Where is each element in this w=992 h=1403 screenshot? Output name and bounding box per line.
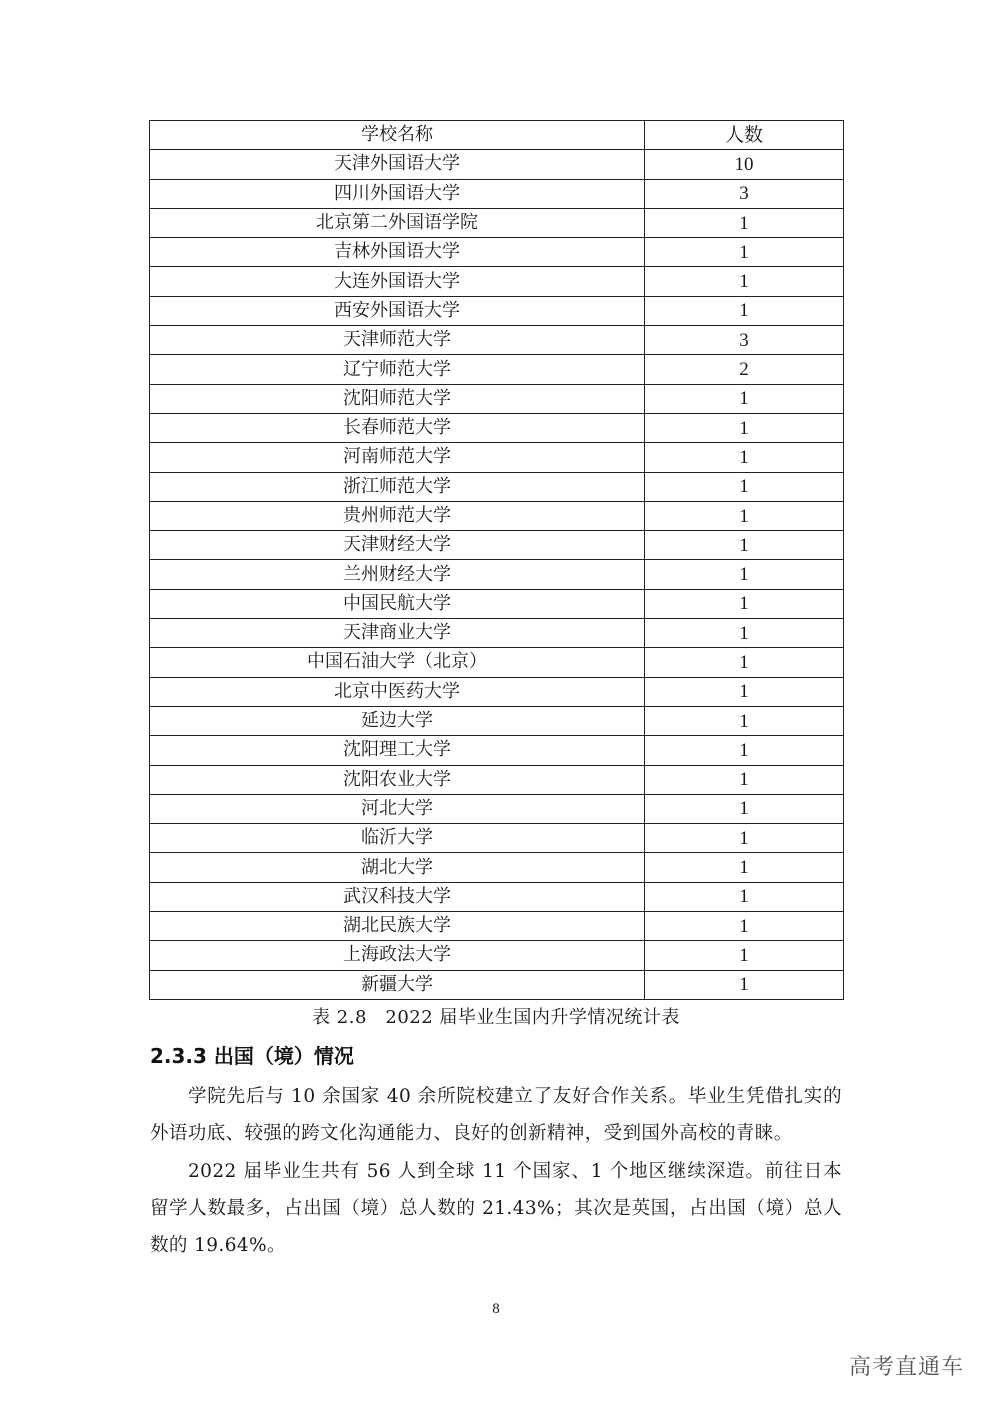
student-count-cell: 1 [645, 443, 844, 472]
student-count-cell: 1 [645, 970, 844, 999]
school-name-cell: 天津商业大学 [150, 619, 645, 648]
table-header-row [150, 121, 844, 150]
header-count: 人数 [645, 121, 844, 150]
table-row [150, 472, 844, 501]
student-count-cell: 1 [645, 736, 844, 765]
school-name-cell: 贵州师范大学 [150, 501, 645, 530]
school-name-cell: 西安外国语大学 [150, 296, 645, 325]
table-row [150, 765, 844, 794]
student-count-cell: 1 [645, 677, 844, 706]
student-count-cell: 2 [645, 355, 844, 384]
school-name-cell: 浙江师范大学 [150, 472, 645, 501]
student-count-cell: 1 [645, 589, 844, 618]
student-count-cell: 1 [645, 238, 844, 267]
table-row [150, 355, 844, 384]
paragraph-overseas-stats: 2022 届毕业生共有 56 人到全球 11 个国家、1 个地区继续深造。前往日本留学人数最多，占出国（境）总人数的 21.43%；其次是英国，占出国（境）总人数的 19.64%。 [150, 1161, 842, 1256]
table-row [150, 267, 844, 296]
school-name-cell: 大连外国语大学 [150, 267, 645, 296]
section-heading: 2.3.3 出国（境）情况 [150, 1044, 354, 1068]
school-name-cell: 湖北民族大学 [150, 912, 645, 941]
student-count-cell: 3 [645, 326, 844, 355]
school-name-cell: 武汉科技大学 [150, 882, 645, 911]
table-row [150, 208, 844, 237]
school-name-cell: 兰州财经大学 [150, 560, 645, 589]
table-row [150, 941, 844, 970]
student-count-cell: 1 [645, 472, 844, 501]
school-name-cell: 辽宁师范大学 [150, 355, 645, 384]
domestic-further-study-table [149, 120, 844, 1000]
student-count-cell: 1 [645, 296, 844, 325]
table-row [150, 179, 844, 208]
student-count-cell: 1 [645, 941, 844, 970]
table-row [150, 648, 844, 677]
student-count-cell: 1 [645, 882, 844, 911]
school-name-cell: 沈阳师范大学 [150, 384, 645, 413]
school-name-cell: 新疆大学 [150, 970, 645, 999]
table-row [150, 384, 844, 413]
student-count-cell: 1 [645, 765, 844, 794]
school-name-cell: 延边大学 [150, 706, 645, 735]
table-row [150, 501, 844, 530]
table-row [150, 677, 844, 706]
table-row [150, 912, 844, 941]
student-count-cell: 1 [645, 384, 844, 413]
paragraph-partnerships: 学院先后与 10 余国家 40 余所院校建立了友好合作关系。毕业生凭借扎实的外语功底、较强的跨文化沟通能力、良好的创新精神，受到国外高校的青睐。 [150, 1086, 842, 1144]
table-row [150, 531, 844, 560]
table-row [150, 589, 844, 618]
school-name-cell: 中国石油大学（北京） [150, 648, 645, 677]
student-count-cell: 1 [645, 267, 844, 296]
school-name-cell: 长春师范大学 [150, 413, 645, 442]
table-row [150, 706, 844, 735]
student-count-cell: 1 [645, 560, 844, 589]
school-name-cell: 北京第二外国语学院 [150, 208, 645, 237]
header-school-name: 学校名称 [150, 121, 645, 150]
school-name-cell: 天津财经大学 [150, 531, 645, 560]
student-count-cell: 1 [645, 208, 844, 237]
page-number: 8 [492, 1301, 500, 1317]
table-row [150, 443, 844, 472]
table-row [150, 736, 844, 765]
student-count-cell: 3 [645, 179, 844, 208]
table-row [150, 882, 844, 911]
student-count-cell: 1 [645, 853, 844, 882]
school-name-cell: 沈阳农业大学 [150, 765, 645, 794]
school-name-cell: 临沂大学 [150, 824, 645, 853]
school-name-cell: 吉林外国语大学 [150, 238, 645, 267]
school-name-cell: 湖北大学 [150, 853, 645, 882]
table-row [150, 853, 844, 882]
table-row [150, 794, 844, 823]
table-row [150, 619, 844, 648]
table-row [150, 413, 844, 442]
table-row [150, 326, 844, 355]
watermark-text: 高考直通车 [848, 1355, 964, 1380]
student-count-cell: 10 [645, 150, 844, 179]
table-row [150, 560, 844, 589]
student-count-cell: 1 [645, 824, 844, 853]
school-name-cell: 上海政法大学 [150, 941, 645, 970]
table-body [150, 150, 844, 1000]
school-name-cell: 天津师范大学 [150, 326, 645, 355]
school-name-cell: 四川外国语大学 [150, 179, 645, 208]
school-name-cell: 河北大学 [150, 794, 645, 823]
student-count-cell: 1 [645, 912, 844, 941]
table-caption: 表 2.8 2022 届毕业生国内升学情况统计表 [312, 1007, 680, 1028]
student-count-cell: 1 [645, 794, 844, 823]
graduate-study-table-container [149, 120, 843, 1000]
school-name-cell: 河南师范大学 [150, 443, 645, 472]
student-count-cell: 1 [645, 413, 844, 442]
school-name-cell: 天津外国语大学 [150, 150, 645, 179]
table-row [150, 238, 844, 267]
student-count-cell: 1 [645, 501, 844, 530]
student-count-cell: 1 [645, 531, 844, 560]
school-name-cell: 北京中医药大学 [150, 677, 645, 706]
school-name-cell: 中国民航大学 [150, 589, 645, 618]
table-row [150, 296, 844, 325]
student-count-cell: 1 [645, 619, 844, 648]
table-row [150, 970, 844, 999]
school-name-cell: 沈阳理工大学 [150, 736, 645, 765]
student-count-cell: 1 [645, 648, 844, 677]
table-row [150, 150, 844, 179]
table-row [150, 824, 844, 853]
student-count-cell: 1 [645, 706, 844, 735]
